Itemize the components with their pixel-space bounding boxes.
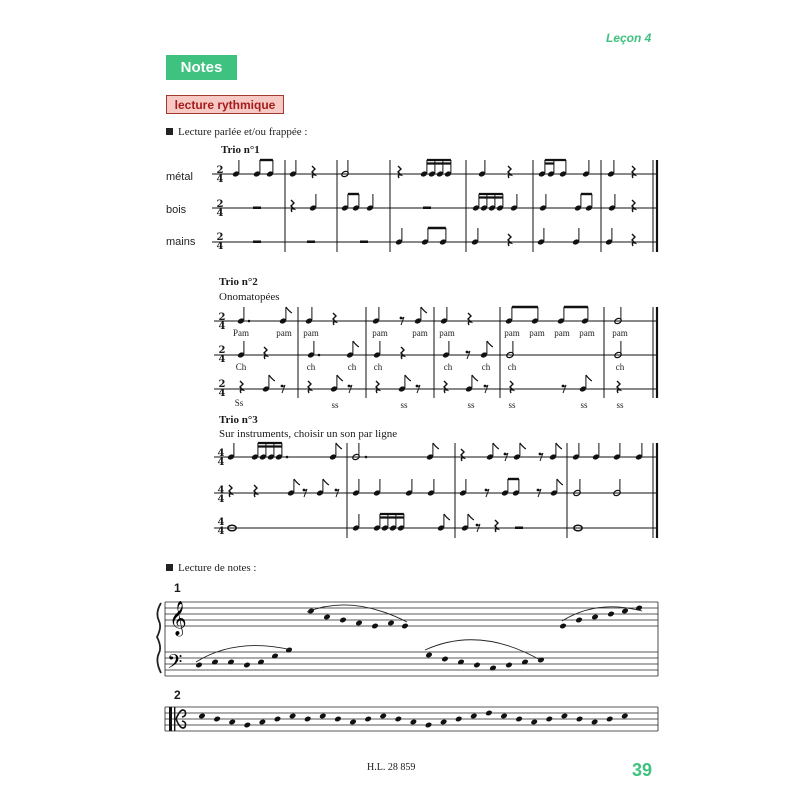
syllable: ch bbox=[373, 362, 383, 372]
note-head bbox=[576, 716, 584, 723]
trio2-staff bbox=[214, 307, 658, 398]
trio1-staff bbox=[212, 160, 658, 252]
syllable: ss bbox=[508, 400, 516, 410]
grand-staff bbox=[157, 601, 658, 678]
note-head bbox=[441, 656, 449, 663]
time-signature: 2 4 bbox=[218, 379, 226, 399]
syllable: ss bbox=[400, 400, 408, 410]
footer-reference: H.L. 28 859 bbox=[367, 762, 416, 773]
syllable: pam bbox=[276, 328, 292, 338]
note-head bbox=[274, 716, 282, 723]
time-signature: 2 4 bbox=[216, 232, 224, 252]
note-head bbox=[307, 608, 315, 615]
trio1-title: Trio n°1 bbox=[221, 144, 260, 156]
syllable: pam bbox=[439, 328, 455, 338]
note-head bbox=[489, 665, 497, 672]
voice-bois: bois bbox=[166, 204, 187, 216]
note-head bbox=[379, 713, 387, 720]
section-title: Notes bbox=[166, 55, 237, 80]
syllable: pam bbox=[554, 328, 570, 338]
time-signature: 2 4 bbox=[218, 312, 226, 332]
time-signature: 2 4 bbox=[216, 165, 224, 185]
syllable: ss bbox=[331, 400, 339, 410]
note-head bbox=[349, 719, 357, 726]
trio3-title: Trio n°3 bbox=[219, 414, 258, 426]
note-head bbox=[561, 713, 569, 720]
note-head bbox=[257, 659, 265, 666]
note-head bbox=[364, 716, 372, 723]
note-head bbox=[425, 652, 433, 659]
note-head bbox=[591, 719, 599, 726]
note-head bbox=[473, 662, 481, 669]
time-signature: 4 4 bbox=[217, 448, 225, 468]
rhythm-intro-text: Lecture parlée et/ou frappée : bbox=[178, 126, 308, 138]
time-signature: 2 4 bbox=[218, 345, 226, 365]
note-head bbox=[470, 713, 478, 720]
note-head bbox=[198, 713, 206, 720]
bass-clef-icon: 𝄢 bbox=[167, 650, 183, 678]
syllable: pam bbox=[412, 328, 428, 338]
note-head bbox=[243, 662, 251, 669]
syllable: ch bbox=[306, 362, 316, 372]
note-head bbox=[500, 713, 508, 720]
time-signature: 2 4 bbox=[216, 199, 224, 219]
syllable: pam bbox=[529, 328, 545, 338]
syllable: Ss bbox=[234, 398, 244, 408]
note-head bbox=[607, 611, 615, 618]
syllable: Ch bbox=[235, 362, 247, 372]
note-head bbox=[401, 623, 409, 630]
note-head bbox=[213, 716, 221, 723]
syllable: ch bbox=[443, 362, 453, 372]
note-head bbox=[521, 659, 529, 666]
subsection-title: lecture rythmique bbox=[166, 95, 284, 114]
trio3-staff bbox=[214, 443, 658, 538]
note-head bbox=[228, 719, 236, 726]
note-head bbox=[371, 623, 379, 630]
note-head bbox=[211, 659, 219, 666]
note-head bbox=[425, 722, 433, 729]
syllable: pam bbox=[612, 328, 628, 338]
voice-metal: métal bbox=[166, 171, 193, 183]
note-head bbox=[575, 617, 583, 624]
alto-staff bbox=[165, 707, 658, 731]
note-head bbox=[195, 662, 203, 669]
note-head bbox=[591, 614, 599, 621]
notes-intro-text: Lecture de notes : bbox=[178, 562, 257, 574]
syllable: ss bbox=[580, 400, 588, 410]
trio3-subtitle: Sur instruments, choisir un son par ligne bbox=[219, 428, 398, 440]
note-head bbox=[304, 716, 312, 723]
syllable: ss bbox=[616, 400, 624, 410]
syllable: ch bbox=[481, 362, 491, 372]
note-head bbox=[227, 659, 235, 666]
exercise-number: 2 bbox=[174, 688, 181, 702]
note-head bbox=[289, 713, 297, 720]
voice-mains: mains bbox=[166, 236, 196, 248]
brace-icon bbox=[157, 603, 161, 673]
syllable: Pam bbox=[232, 328, 249, 338]
time-signature: 4 4 bbox=[217, 517, 225, 537]
time-signature: 4 4 bbox=[217, 485, 225, 505]
note-head bbox=[271, 653, 279, 660]
note-head bbox=[334, 716, 342, 723]
page-number: 39 bbox=[632, 760, 653, 780]
syllable: ss bbox=[467, 400, 475, 410]
note-head bbox=[410, 719, 418, 726]
note-head bbox=[339, 617, 347, 624]
note-head bbox=[621, 608, 629, 615]
note-head bbox=[505, 662, 513, 669]
note-head bbox=[440, 719, 448, 726]
note-head bbox=[559, 623, 567, 630]
note-head bbox=[457, 659, 465, 666]
syllable-ch-end: ch bbox=[615, 362, 625, 372]
syllable: pam bbox=[303, 328, 319, 338]
syllable: ch bbox=[507, 362, 517, 372]
syllable: pam bbox=[579, 328, 595, 338]
syllable: ch bbox=[347, 362, 357, 372]
note-head bbox=[606, 716, 614, 723]
note-head bbox=[485, 710, 493, 717]
lesson-label: Leçon 4 bbox=[606, 31, 652, 45]
note-head bbox=[530, 719, 538, 726]
note-head bbox=[243, 722, 251, 729]
treble-clef-icon: 𝄞 bbox=[169, 601, 187, 636]
note-head bbox=[545, 716, 553, 723]
exercise-number: 1 bbox=[174, 581, 181, 595]
note-head bbox=[319, 713, 327, 720]
syllable: pam bbox=[504, 328, 520, 338]
note-head bbox=[323, 614, 331, 621]
note-head bbox=[515, 716, 523, 723]
note-head bbox=[455, 716, 463, 723]
syllable: pam bbox=[372, 328, 388, 338]
note-head bbox=[394, 716, 402, 723]
note-head bbox=[259, 719, 267, 726]
trio2-subtitle: Onomatopées bbox=[219, 291, 280, 303]
note-head bbox=[621, 713, 629, 720]
note-head bbox=[387, 620, 395, 627]
note-head bbox=[355, 620, 363, 627]
trio2-title: Trio n°2 bbox=[219, 276, 258, 288]
